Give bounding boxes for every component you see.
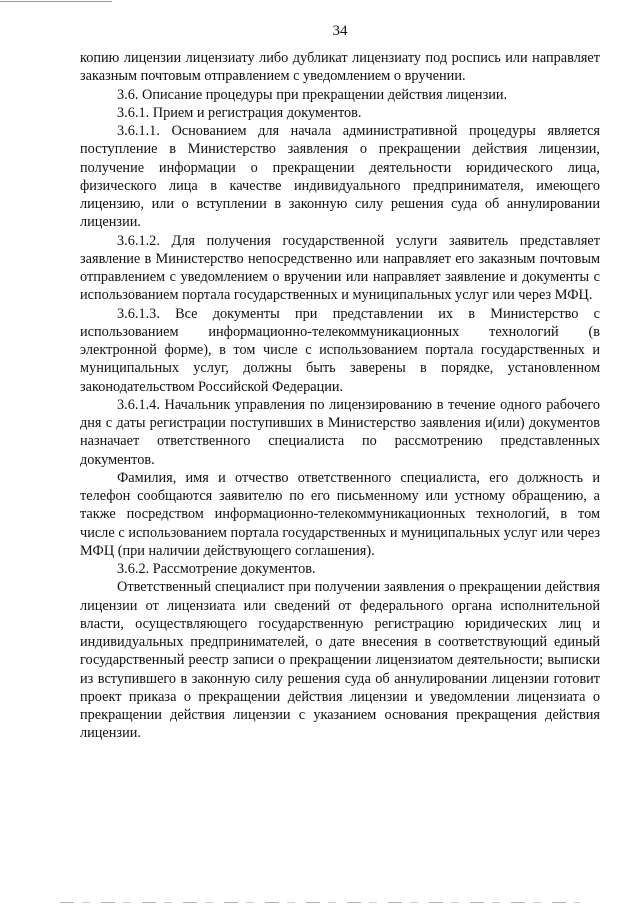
paragraph-specialist-contacts: Фамилия, имя и отчество ответственного специалиста, его должность и телефон сообщаются заявителю по его письменному или устному обращению, а также посредством информационно-телекоммуникационных технологий, в том числе с использованием портала государственных и муниципальных услуг или через МФЦ (при наличии действующего соглашения). [80, 469, 600, 559]
paragraph-document-review: Ответственный специалист при получении заявления о прекращении действия лицензии от лицензиата или сведений от федерального органа исполнительной власти, осуществляющего государственную регистрацию юридических лиц и индивидуальных предпринимателей, о дате внесения в соответствующий единый государственный реестр записи о прекращении лицензиатом деятельности; выписки из вступившего в законную силу решения суда об аннулировании лицензии готовит проект приказа о прекращении действия лицензии и уведомлении лицензиата о прекращении действия лицензии с указанием основания прекращения действия лицензии. [80, 579, 600, 742]
page-number: 34 [332, 23, 348, 39]
subsection-heading-3-6-1: 3.6.1. Прием и регистрация документов. [117, 104, 362, 121]
section-heading-3-6: 3.6. Описание процедуры при прекращении действия лицензии. [117, 86, 508, 103]
paragraph-3-6-1-2: 3.6.1.2. Для получения государственной услуги заявитель представляет заявление в Министерство непосредственно или направляет его заказным почтовым отправлением с уведомлением о вручении или направляет заявление и документы с использованием портала государственных и муниципальных услуг или через МФЦ. [80, 232, 600, 304]
scan-edge-line [0, 1, 112, 2]
subsection-heading-3-6-2: 3.6.2. Рассмотрение документов. [117, 561, 316, 577]
document-body [80, 49, 600, 743]
paragraph-continuation: копию лицензии лицензиату либо дубликат лицензиату под роспись или направляет заказным почтовым отправлением с уведомлением о вручении. [80, 50, 600, 85]
paragraph-3-6-1-1: 3.6.1.1. Основанием для начала административной процедуры является поступление в Министерство заявления о прекращении действия лицензии, получение информации о прекращении деятельности юридического лица, физического лица в качестве индивидуального предпринимателя, имеющего лицензию, или о вступлении в законную силу решения суда об аннулировании лицензии. [80, 123, 600, 231]
paragraph-3-6-1-3: 3.6.1.3. Все документы при представлении их в Министерство с использованием информационно-телекоммуникационных технологий (в электронной форме), в том числе с использованием портала государственных и муниципальных услуг, должны быть заверены в порядке, установленном законодательством Российской Федерации. [80, 305, 600, 395]
scan-bottom-artifact [60, 902, 580, 903]
paragraph-3-6-1-4: 3.6.1.4. Начальник управления по лицензированию в течение одного рабочего дня с даты регистрации поступивших в Министерство заявления и(или) документов назначает ответственного специалиста по рассмотрению представленных документов. [80, 396, 600, 468]
